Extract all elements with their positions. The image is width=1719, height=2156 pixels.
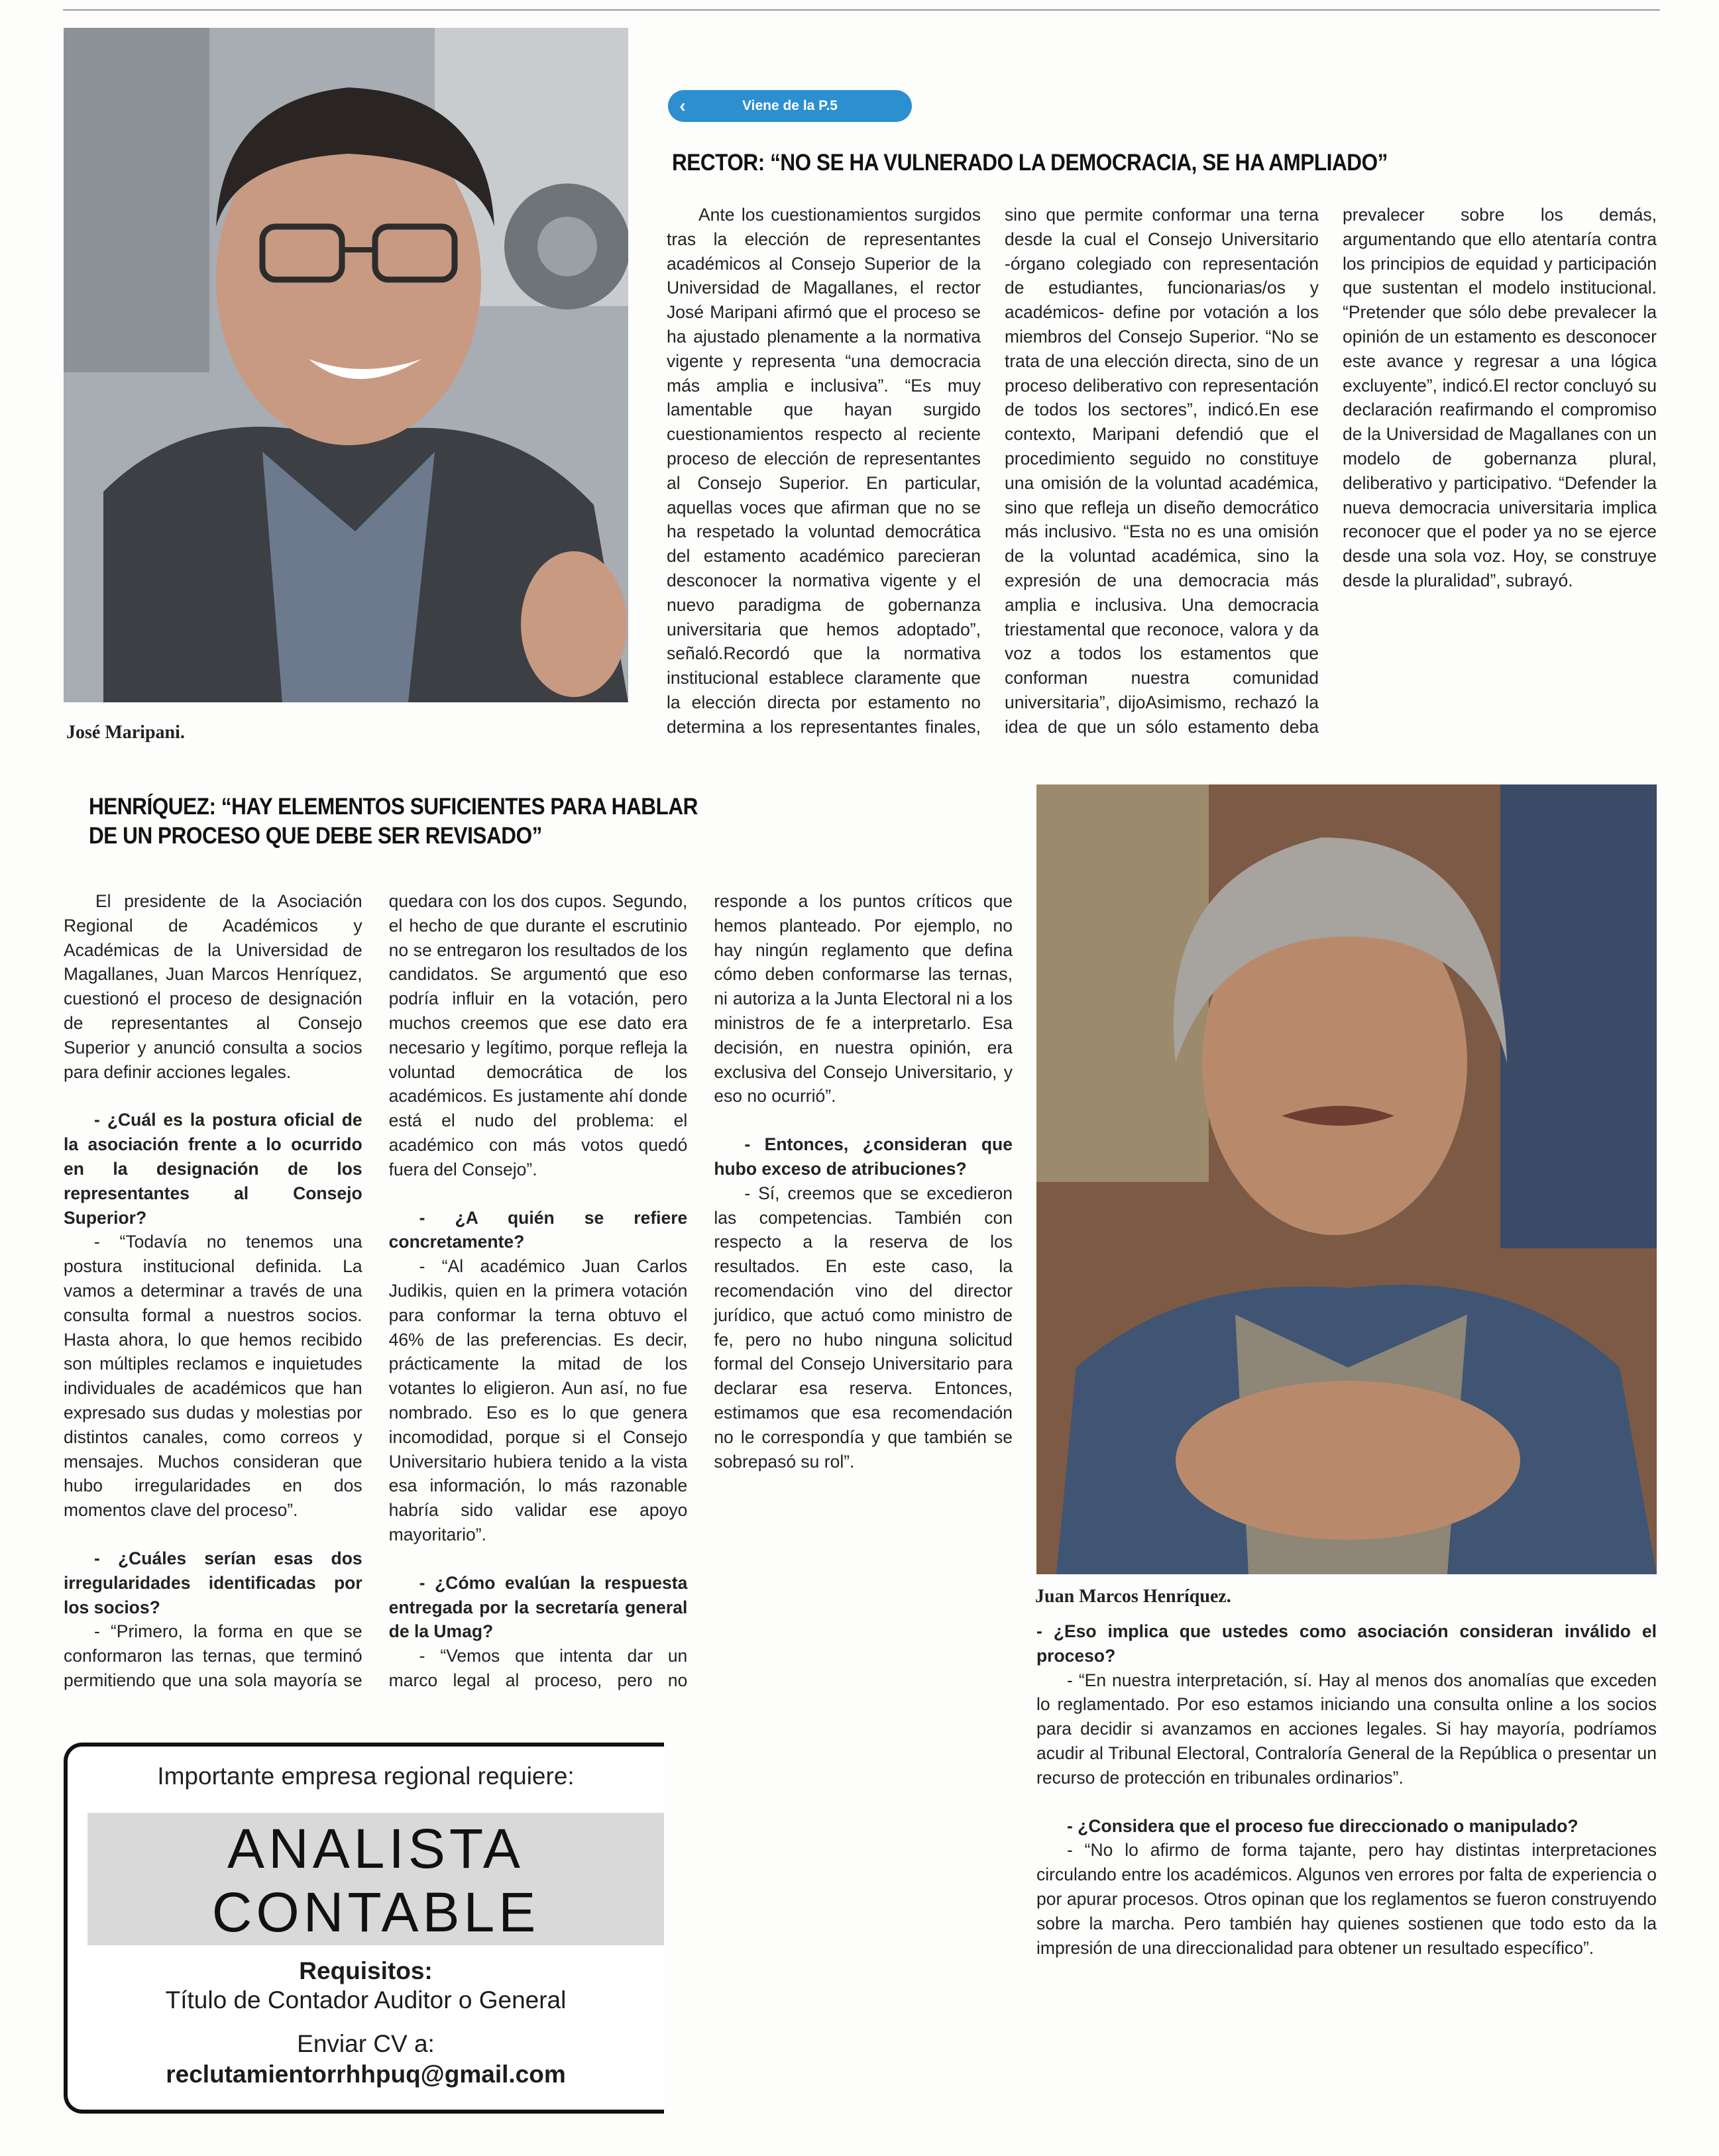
answer-7: - “No lo afirmo de forma tajante, pero hay distintas interpretaciones circulando entre los académicos. Algunos ven errores por falta de experiencia o por apurar procesos. Otros opinan que los reglamentos se fueron construyendo sobre la marcha. Pero también hay quienes sostienen que todo esto da la impresión de una direccionalidad para obtener un resultado específico”. (1036, 1840, 1657, 1958)
top-rule (63, 9, 1660, 11)
chevron-left-icon: ‹ (679, 95, 686, 116)
question-4: - ¿Cómo evalúan la respuesta entregada por la secretaría general de la Umag? (388, 1572, 688, 1642)
ad-send-label: Enviar CV a: (297, 2030, 435, 2057)
henriquez-article-continued (1036, 1619, 1657, 2123)
rector-body: Ante los cuestionamientos surgidos tras la elección de representantes académicos al Consejo Superior de la Universidad de Magallanes, el rector José Maripani afirmó que el proceso se ha ajustado plenamente a la normativa vigente y representa “una democracia más amplia e inclusiva”. “Es muy lamentable que hayan surgido cuestionamientos respecto al reciente proceso de elección de representantes al Consejo Superior. En particular, aquellas voces que afirman que no se ha respetado la voluntad democrática del estamento académico parecieran desconocer la normativa vigente y el nuevo paradigma de gobernanza universitaria que hemos adoptado”, señaló.Recordó que la normativa institucional establece claramente que la elección directa por estamento no determina a los representantes finales, sino que permite conformar una terna desde la cual el Consejo Universitario -órgano colegiado con representación de estudiantes, funcionarias/os y académicos- define por votación a los miembros del Consejo Superior. “No se trata de una elección directa, sino de un proceso deliberativo con representación de todos los sectores”, indicó.En ese contexto, Maripani defendió que el procedimiento seguido no constituye una omisión de la voluntad académica, sino que refleja un diseño democrático más inclusivo. “Esta no es una omisión de la voluntad académica, sino la expresión de una democracia más amplia e inclusiva. Una democracia triestamental que reconoce, valora y da voz a todos los estamentos que conforman nuestra comunidad universitaria”, dijoAsimismo, rechazó la idea de que un sólo estamento deba prevalecer sobre los demás, argumentando que ello atentaría contra los principios de equidad y participación que sustentan el modelo institucional. “Pretender que sólo debe prevalecer la opinión de un estamento es desconocer este avance y regresar a una lógica excluyente”, indicó.El rector concluyó su declaración reafirmando el compromiso de la Universidad de Magallanes con un modelo de gobernanza plural, deliberativo y participativo. “Defender la nueva democracia universitaria implica reconocer que el poder ya no se ejerce desde una sola voz. Hoy, se construye desde la pluralidad”, subrayó. (667, 205, 1657, 737)
continued-from-pill[interactable] (668, 90, 912, 122)
henriquez-headline-line2: DE UN PROCESO QUE DEBE SER REVISADO” (89, 823, 542, 849)
henriquez-intro: El presidente de la Asociación Regional de Académicos y Académicas de la Universidad de Magallanes, Juan Marcos Henríquez, cuestionó el proceso de designación de representantes al Consejo Superior y anunció consulta a socios para definir acciones legales. (64, 891, 362, 1082)
answer-3: - “Al académico Juan Carlos Judikis, quien en la primera votación para conformar la terna obtuvo el 46% de las preferencias. Es decir, prácticamente la mitad de los votantes lo eligieron. Aun así, no fue nombrado. Eso es lo que genera incomodidad, porque si el Consejo Universitario hubiera tenido a la vista esa información, lo más razonable habría sido validar ese apoyo mayoritario”. (388, 1256, 688, 1544)
answer-6: - “En nuestra interpretación, sí. Hay al menos dos anomalías que exceden lo reglamentado. Por eso estamos iniciando una consulta online a los socios para decidir si avanzamos en acciones legales. Si hay mayoría, podríamos acudir al Tribunal Electoral, Contraloría General de la República o presentar un recurso de protección en tribunales ordinarios”. (1036, 1670, 1657, 1788)
photo-henriquez (1036, 784, 1657, 1574)
ad-email-link[interactable]: reclutamientorrhhpuq@gmail.com (166, 2061, 566, 2088)
ad-requisitos: Título de Contador Auditor o General (165, 1986, 567, 2014)
caption-maripani: José Maripani. (66, 722, 185, 743)
job-ad (64, 1743, 664, 2114)
question-1: - ¿Cuál es la postura oficial de la asociación frente a lo ocurrido en la designación de los representantes al Consejo Superior? (64, 1110, 362, 1228)
henriquez-headline-line1: HENRÍQUEZ: “HAY ELEMENTOS SUFICIENTES PARA HABLAR (89, 794, 698, 820)
question-6: - ¿Eso implica que ustedes como asociación consideran inválido el proceso? (1036, 1621, 1657, 1666)
ad-requisitos-label: Requisitos: (299, 1957, 433, 1984)
answer-4: - “Vemos que intenta dar un marco legal al proceso, pero no responde a los puntos críticos que hemos planteado. Por ejemplo, no hay ningún reglamento que defina cómo deben conformarse las ternas, ni autoriza a la Junta Electoral ni a los ministros de fe a interpretarlo. Esa decisión, en nuestra opinión, era exclusiva del Consejo Universitario, y eso no ocurrió”. (388, 891, 1013, 1690)
henriquez-headline (89, 792, 864, 851)
ad-title (87, 1813, 664, 1945)
question-7: - ¿Considera que el proceso fue direccionado o manipulado? (1067, 1815, 1579, 1836)
ad-title-line1: ANALISTA (227, 1817, 524, 1880)
ad-lead: Importante empresa regional requiere: (157, 1762, 575, 1790)
continued-label: Viene de la P.5 (742, 98, 838, 113)
answer-5: - Sí, creemos que se excedieron las competencias. También con respecto a la reserva de los resultados. En este caso, la recomendación vino del director jurídico, que actuó como ministro de fe, pero no hubo ninguna solicitud formal del Consejo Universitario para declarar esa reserva. Entonces, estimamos que esa recomendación no le correspondía y que también se sobrepasó su rol”. (714, 1183, 1013, 1472)
ad-title-line2: CONTABLE (211, 1881, 540, 1943)
henriquez-article (64, 889, 1013, 1703)
photo-maripani (64, 28, 628, 702)
rector-article (667, 203, 1657, 746)
question-3: - ¿A quién se refiere concretamente? (388, 1207, 688, 1252)
question-2: - ¿Cuáles serían esas dos irregularidades identificadas por los socios? (64, 1548, 362, 1617)
answer-2: - “Primero, la forma en que se conformaron las ternas, que terminó permitiendo que una sola mayoría se quedara con los dos cupos. Segundo, el hecho de que durante el escrutinio no se entregaron los resultados de los candidatos. Se argumentó que eso podría influir en la votación, pero muchos creemos que ese dato era necesario y legítimo, porque refleja la voluntad democrática de los académicos. Es justamente ahí donde está el nudo del problema: el académico con más votos quedó fuera del Consejo”. (64, 891, 688, 1690)
answer-1: - “Todavía no tenemos una postura institucional definida. La vamos a determinar a través de una consulta formal a nuestros socios. Hasta ahora, lo que hemos recibido son múltiples reclamos e inquietudes individuales de académicos que han expresado sus dudas y molestias por distintos canales, como correos y mensajes. Muchos consideran que hubo irregularidades en dos momentos clave del proceso”. (64, 1232, 362, 1521)
caption-henriquez: Juan Marcos Henríquez. (1035, 1586, 1231, 1607)
question-5: - Entonces, ¿consideran que hubo exceso de atribuciones? (714, 1134, 1013, 1179)
rector-headline: RECTOR: “NO SE HA VULNERADO LA DEMOCRACIA, SE HA AMPLIADO” (672, 150, 1388, 176)
